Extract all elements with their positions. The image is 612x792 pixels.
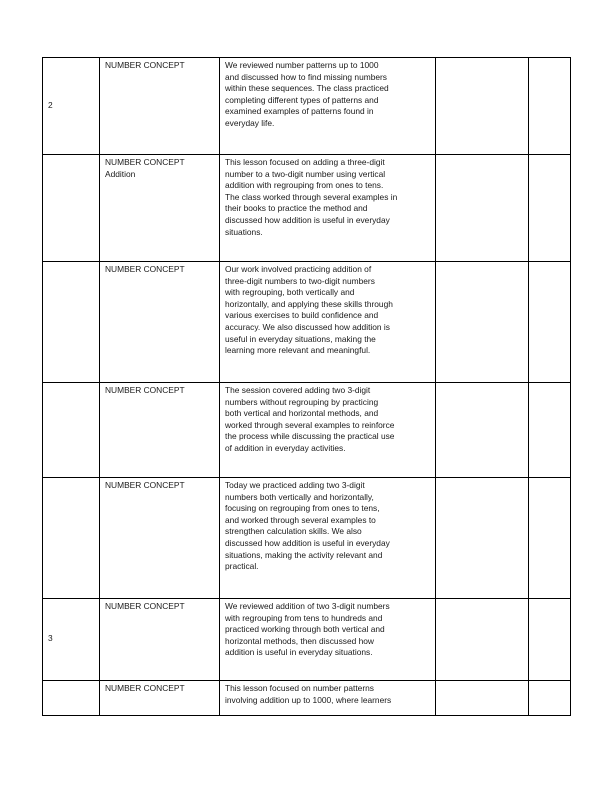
- blank-cell: [529, 599, 571, 681]
- content-line: and discussed how to find missing numbers: [225, 71, 387, 82]
- blank-cell: [529, 58, 571, 155]
- content-line: both vertical and horizontal methods, and: [225, 408, 379, 419]
- blank-cell: [436, 155, 529, 262]
- topic-cell: [100, 599, 220, 681]
- content-line: examined examples of patterns found in: [225, 106, 374, 117]
- table-row: [43, 58, 571, 155]
- content-line: situations.: [225, 226, 263, 237]
- table-row: [43, 155, 571, 262]
- content-line: horizontal methods, then discussed how: [225, 635, 374, 646]
- topic-label: NUMBER CONCEPT: [105, 60, 185, 70]
- content-line: This lesson focused on adding a three-digit: [225, 157, 385, 167]
- content-line: strengthen calculation skills. We also: [225, 526, 362, 537]
- content-line: the process while discussing the practical use: [225, 431, 395, 442]
- week-cell: [43, 681, 100, 716]
- content-cell: [220, 262, 436, 383]
- topic-cell: [100, 383, 220, 478]
- content-line: useful in everyday situations, making the: [225, 333, 376, 344]
- topic-cell: [100, 58, 220, 155]
- content-line: within these sequences. The class practiced: [225, 83, 389, 94]
- content-line: The session covered adding two 3-digit: [225, 385, 371, 395]
- table-row: [43, 262, 571, 383]
- content-line: their books to practice the method and: [225, 203, 368, 214]
- content-line: practical.: [225, 561, 259, 572]
- content-line: addition is useful in everyday situations.: [225, 647, 373, 658]
- blank-cell: [529, 383, 571, 478]
- topic-label: NUMBER CONCEPT: [105, 601, 185, 611]
- week-cell: [43, 478, 100, 599]
- content-line: discussed how addition is useful in everyday: [225, 214, 390, 225]
- content-line: The class worked through several examples in: [225, 191, 398, 202]
- blank-cell: [436, 478, 529, 599]
- topic-label: NUMBER CONCEPT: [105, 683, 185, 693]
- content-line: We reviewed addition of two 3-digit numbers: [225, 601, 390, 611]
- content-line: Today we practiced adding two 3-digit: [225, 480, 365, 490]
- topic-label: NUMBER CONCEPT: [105, 385, 185, 395]
- blank-cell: [436, 599, 529, 681]
- week-cell: [43, 599, 100, 681]
- content-line: numbers without regrouping by practicing: [225, 396, 379, 407]
- content-cell: [220, 681, 436, 716]
- content-line: horizontally, and applying these skills through: [225, 298, 393, 309]
- topic-label: NUMBER CONCEPT: [105, 157, 185, 167]
- content-line: learning more relevant and meaningful.: [225, 345, 371, 356]
- content-line: and worked through several examples to: [225, 514, 376, 525]
- content-cell: [220, 478, 436, 599]
- content-line: completing different types of patterns and: [225, 94, 379, 105]
- week-cell: [43, 58, 100, 155]
- blank-cell: [436, 58, 529, 155]
- content-line: number to a two-digit number using vertical: [225, 168, 386, 179]
- content-line: numbers both vertically and horizontally,: [225, 491, 374, 502]
- content-line: various exercises to build confidence and: [225, 310, 379, 321]
- week-cell: [43, 383, 100, 478]
- week-cell: [43, 262, 100, 383]
- topic-label: NUMBER CONCEPT: [105, 480, 185, 490]
- content-line: worked through several examples to reinforce: [225, 419, 395, 430]
- content-line: focusing on regrouping from ones to tens,: [225, 503, 380, 514]
- week-cell: [43, 155, 100, 262]
- topic-label: NUMBER CONCEPT: [105, 264, 185, 274]
- content-cell: [220, 599, 436, 681]
- content-cell: [220, 155, 436, 262]
- blank-cell: [529, 681, 571, 716]
- content-line: This lesson focused on number patterns: [225, 683, 374, 693]
- content-cell: [220, 383, 436, 478]
- topic-sublabel: Addition: [105, 168, 136, 179]
- blank-cell: [436, 681, 529, 716]
- content-line: with regrouping, both vertically and: [225, 287, 355, 298]
- content-line: practiced working through both vertical and: [225, 624, 385, 635]
- content-line: situations, making the activity relevant and: [225, 549, 383, 560]
- topic-cell: [100, 155, 220, 262]
- lesson-log-table: [42, 57, 571, 716]
- table-row: [43, 599, 571, 681]
- blank-cell: [436, 262, 529, 383]
- topic-cell: [100, 681, 220, 716]
- topic-cell: [100, 478, 220, 599]
- table-row: [43, 383, 571, 478]
- table-row: [43, 681, 571, 716]
- blank-cell: [436, 383, 529, 478]
- content-line: involving addition up to 1000, where learners: [225, 694, 392, 705]
- week-number: 2: [48, 99, 53, 110]
- content-line: three-digit numbers to two-digit numbers: [225, 275, 375, 286]
- content-line: of addition in everyday activities.: [225, 442, 346, 453]
- topic-cell: [100, 262, 220, 383]
- content-line: discussed how addition is useful in everyday: [225, 537, 390, 548]
- content-cell: [220, 58, 436, 155]
- content-line: We reviewed number patterns up to 1000: [225, 60, 379, 70]
- content-line: accuracy. We also discussed how addition is: [225, 321, 390, 332]
- blank-cell: [529, 262, 571, 383]
- content-line: with regrouping from tens to hundreds and: [225, 612, 383, 623]
- week-number: 3: [48, 633, 53, 644]
- content-line: addition with regrouping from ones to tens.: [225, 180, 384, 191]
- content-line: everyday life.: [225, 117, 275, 128]
- blank-cell: [529, 155, 571, 262]
- table-row: [43, 478, 571, 599]
- content-line: Our work involved practicing addition of: [225, 264, 372, 274]
- blank-cell: [529, 478, 571, 599]
